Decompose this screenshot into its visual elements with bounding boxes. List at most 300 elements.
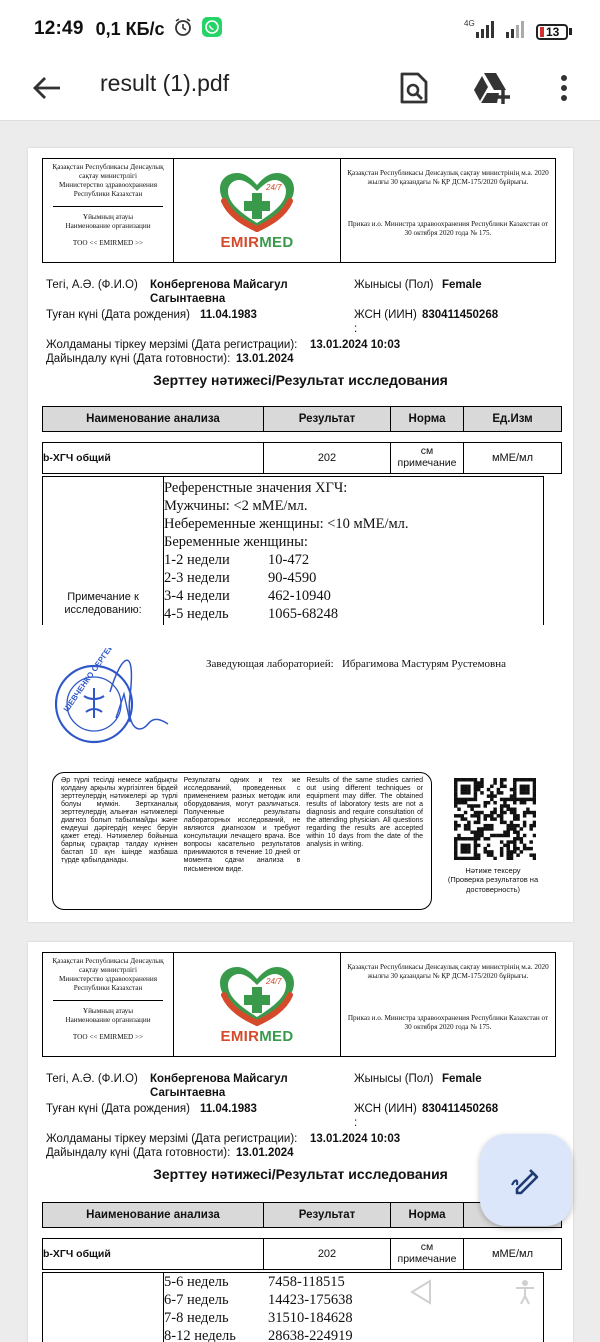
- status-time: 12:49: [34, 18, 84, 39]
- qr-module: [506, 834, 509, 837]
- back-button[interactable]: [30, 71, 64, 105]
- qr-module: [523, 801, 526, 804]
- qr-caption-ru: (Проверка результатов на достоверность): [447, 875, 539, 894]
- qr-module: [529, 853, 532, 856]
- qr-module: [477, 785, 480, 788]
- qr-module: [529, 847, 532, 850]
- qr-module: [529, 811, 532, 814]
- ref-week: 8-12 недель: [164, 1328, 236, 1342]
- qr-module: [490, 798, 493, 801]
- logo-brand-a: EMIR: [220, 233, 260, 251]
- qr-module: [467, 791, 470, 794]
- qr-module: [474, 840, 477, 843]
- qr-module: [503, 844, 506, 847]
- signature-name: Ибрагимова Мастурям Рустемовна: [341, 658, 506, 670]
- header-org-name: ТОО << EMIRMED >>: [72, 239, 144, 247]
- qr-module: [516, 778, 519, 781]
- ready-label: Дайындалу күні (Дата готовности):: [46, 1147, 231, 1159]
- header-ministry-ru: Министерство здравоохранения Республики Казахстан: [58, 181, 158, 198]
- arrow-left-icon: [30, 71, 64, 105]
- qr-module: [533, 853, 536, 856]
- logo-wordmark: [221, 1028, 294, 1045]
- qr-module: [474, 844, 477, 847]
- iin-label: ЖСН (ИИН): [354, 1103, 417, 1115]
- ref-range: 462-10940: [268, 588, 331, 604]
- qr-module: [523, 844, 526, 847]
- qr-module: [510, 821, 513, 824]
- qr-module: [464, 827, 467, 830]
- search-in-doc-button[interactable]: [392, 66, 436, 110]
- qr-module: [490, 853, 493, 856]
- qr-caption-kz: Нәтиже тексеру: [465, 866, 521, 875]
- qr-module: [500, 850, 503, 853]
- status-speed: 0,1 КБ/с: [95, 18, 165, 39]
- qr-module: [526, 785, 529, 788]
- test-norm-line1: см: [420, 445, 434, 458]
- qr-module: [467, 824, 470, 827]
- qr-module: [526, 808, 529, 811]
- qr-module: [454, 824, 457, 827]
- qr-module: [464, 801, 467, 804]
- qr-module: [487, 850, 490, 853]
- qr-module: [474, 791, 477, 794]
- qr-module: [500, 834, 503, 837]
- logo-wordmark: [221, 234, 294, 251]
- qr-module: [464, 788, 467, 791]
- qr-module: [523, 847, 526, 850]
- qr-module: [526, 847, 529, 850]
- qr-module: [454, 857, 457, 860]
- qr-module: [516, 853, 519, 856]
- logo-brand-b: MED: [259, 1027, 294, 1045]
- qr-module: [487, 801, 490, 804]
- doctor-stamp: [50, 648, 200, 753]
- ref-range: 7458-118515: [268, 1274, 345, 1290]
- edit-pen-icon: [509, 1163, 543, 1197]
- qr-module: [506, 804, 509, 807]
- qr-module: [493, 781, 496, 784]
- qr-module: [520, 785, 523, 788]
- qr-module: [526, 791, 529, 794]
- test-result: 202: [264, 443, 391, 473]
- qr-module: [516, 834, 519, 837]
- qr-module: [461, 847, 464, 850]
- fio-value-line1: Конбергенова Майсагул: [150, 279, 288, 291]
- ref-row: [164, 1309, 353, 1327]
- qr-module: [490, 794, 493, 797]
- header-order-kz: Қазақстан Республикасы Денсаулық сақтау министрінің м.а. 2020 жылғы 30 қазандағы № ҚР ДСМ-175/2020 бұйрығы.: [347, 169, 549, 187]
- ref-week: 5-6 недель: [164, 1274, 229, 1290]
- signal-icon: [504, 18, 528, 45]
- qr-module: [461, 801, 464, 804]
- note-label: [43, 477, 164, 625]
- qr-module: [457, 801, 460, 804]
- qr-module: [454, 821, 457, 824]
- qr-module: [520, 827, 523, 830]
- qr-module: [513, 850, 516, 853]
- qr-module: [500, 778, 503, 781]
- qr-module: [474, 853, 477, 856]
- qr-module: [513, 788, 516, 791]
- fio-value-line2: Сагынтаевна: [150, 293, 226, 306]
- qr-module: [513, 824, 516, 827]
- disclaimer-kz: Әр түрлі тесілді немесе жабдықты қолдану арқылы жүргізілген бірдей зерттеулердің нәтижелері әр түрлі болуы мүмкін. Зертханалық зерттеулердің алынған нәтижелері диагноз болып табылмайды және емдеуші дәрігердің кеңес беруін қажет етеді. Нәтижелер бойынша барлық сұрақтар талдау күнінен бастап 10 күн ішінде жазбаша түрде қабылданады.: [61, 777, 178, 865]
- qr-module: [523, 821, 526, 824]
- qr-module: [467, 798, 470, 801]
- qr-module: [513, 844, 516, 847]
- qr-module: [474, 794, 477, 797]
- qr-module: [533, 834, 536, 837]
- qr-module: [467, 788, 470, 791]
- ref-row: [164, 1273, 353, 1291]
- qr-module: [510, 788, 513, 791]
- logo-247: 24/7: [266, 182, 282, 192]
- qr-module: [533, 778, 536, 781]
- qr-module: [510, 808, 513, 811]
- qr-module: [480, 827, 483, 830]
- qr-module: [487, 788, 490, 791]
- dob-label: Туған күні (Дата рождения): [46, 309, 190, 321]
- qr-module: [520, 791, 523, 794]
- header-order-ru: Приказ и.о. Министра здравоохранения Республики Казахстан от 30 октября 2020 года № 175.: [347, 219, 549, 238]
- qr-module: [487, 814, 490, 817]
- sex-label: Жынысы (Пол): [354, 279, 434, 291]
- qr-module: [520, 840, 523, 843]
- battery-icon: [536, 24, 572, 40]
- heart-hands-logo-icon: [214, 171, 300, 233]
- qr-module: [467, 844, 470, 847]
- qr-module: [490, 827, 493, 830]
- qr-module: [464, 847, 467, 850]
- qr-module: [516, 830, 519, 833]
- qr-module: [523, 811, 526, 814]
- qr-module: [526, 811, 529, 814]
- qr-module: [500, 785, 503, 788]
- qr-module: [477, 821, 480, 824]
- qr-module: [474, 847, 477, 850]
- alarm-icon: [173, 17, 193, 42]
- qr-module: [493, 794, 496, 797]
- qr-module: [474, 785, 477, 788]
- qr-module: [461, 844, 464, 847]
- qr-module: [484, 827, 487, 830]
- qr-module: [500, 804, 503, 807]
- qr-module: [490, 814, 493, 817]
- ref-nonpregnant: Небеременные женщины: <10 мМЕ/мл.: [164, 516, 409, 532]
- qr-module: [474, 830, 477, 833]
- qr-module: [464, 837, 467, 840]
- qr-module: [513, 801, 516, 804]
- qr-module: [513, 785, 516, 788]
- qr-module: [454, 840, 457, 843]
- qr-module: [500, 853, 503, 856]
- network-label: 4G: [464, 19, 475, 28]
- qr-module: [516, 817, 519, 820]
- qr-module: [510, 840, 513, 843]
- test-norm-line2: примечание: [397, 1253, 457, 1265]
- test-norm: [391, 443, 464, 473]
- qr-module: [464, 811, 467, 814]
- qr-module: [510, 798, 513, 801]
- qr-module: [500, 781, 503, 784]
- qr-module: [513, 817, 516, 820]
- qr-module: [454, 791, 457, 794]
- qr-module: [480, 791, 483, 794]
- qr-module: [516, 798, 519, 801]
- qr-module: [457, 837, 460, 840]
- qr-module: [503, 778, 506, 781]
- qr-module: [513, 840, 516, 843]
- qr-module: [484, 837, 487, 840]
- qr-module: [470, 837, 473, 840]
- qr-module: [500, 847, 503, 850]
- qr-module: [490, 785, 493, 788]
- fio-label: Тегі, А.Ә. (Ф.И.О): [46, 1073, 138, 1085]
- qr-module: [477, 853, 480, 856]
- qr-module: [467, 837, 470, 840]
- header-left: [43, 159, 174, 262]
- qr-module: [506, 853, 509, 856]
- qr-module: [474, 778, 477, 781]
- col-result: Результат: [264, 1203, 391, 1227]
- qr-module: [503, 785, 506, 788]
- col-name: Наименование анализа: [43, 407, 264, 431]
- qr-module: [454, 781, 457, 784]
- qr-module: [484, 801, 487, 804]
- qr-module: [474, 804, 477, 807]
- qr-module: [513, 830, 516, 833]
- disclaimer-en: Results of the same studies carried out using different techniques or equipment may differ. The obtained results of laboratory tests are not a diagnosis and require consultation of the attending physician. All questions regarding the results are accepted within 10 days from the date of the analysis in writing.: [306, 777, 424, 849]
- qr-module: [513, 798, 516, 801]
- ref-week: 7-8 недель: [164, 1310, 229, 1326]
- ref-row: [164, 1291, 353, 1309]
- qr-module: [513, 791, 516, 794]
- fio-value: [150, 278, 288, 307]
- qr-module: [477, 788, 480, 791]
- annotate-fab-button[interactable]: [480, 1134, 572, 1226]
- test-name: b-ХГЧ общий: [43, 1239, 264, 1269]
- header-left: [43, 953, 174, 1056]
- fio-value-line1: Конбергенова Майсагул: [150, 1073, 288, 1085]
- qr-module: [457, 778, 460, 781]
- qr-module: [497, 814, 500, 817]
- qr-module: [477, 834, 480, 837]
- qr-module: [506, 850, 509, 853]
- qr-module: [454, 853, 457, 856]
- qr-module: [457, 798, 460, 801]
- qr-module: [510, 811, 513, 814]
- qr-module: [533, 791, 536, 794]
- qr-module: [461, 788, 464, 791]
- qr-module: [506, 847, 509, 850]
- qr-module: [503, 798, 506, 801]
- qr-module: [454, 837, 457, 840]
- header-ministry-kz: Қазақстан Республикасы Денсаулық сақтау министрлігі: [52, 957, 164, 974]
- qr-module: [457, 824, 460, 827]
- qr-module: [477, 827, 480, 830]
- qr-module: [523, 798, 526, 801]
- qr-module: [533, 798, 536, 801]
- qr-module: [467, 827, 470, 830]
- dob-value: 11.04.1983: [200, 309, 257, 321]
- qr-module: [467, 804, 470, 807]
- qr-module: [467, 850, 470, 853]
- test-result: 202: [264, 1239, 391, 1269]
- qr-module: [533, 801, 536, 804]
- qr-module: [513, 811, 516, 814]
- qr-module: [461, 791, 464, 794]
- table-header: [42, 406, 562, 432]
- qr-module: [467, 785, 470, 788]
- qr-module: [454, 847, 457, 850]
- logo-brand-a: EMIR: [220, 1027, 260, 1045]
- qr-module: [474, 857, 477, 860]
- ref-week: 6-7 недель: [164, 1292, 229, 1308]
- dob-value: 11.04.1983: [200, 1103, 257, 1115]
- qr-module: [464, 778, 467, 781]
- result-title: Зерттеу нәтижесі/Результат исследования: [153, 1166, 448, 1182]
- qr-module: [516, 837, 519, 840]
- ref-row: [164, 1327, 353, 1342]
- qr-module: [454, 827, 457, 830]
- nav-back-icon[interactable]: [408, 1278, 434, 1311]
- col-unit: Ед.Изм: [492, 413, 533, 425]
- header-order-kz: Қазақстан Республикасы Денсаулық сақтау министрінің м.а. 2020 жылғы 30 қазандағы № ҚР ДСМ-175/2020 бұйрығы.: [347, 963, 549, 981]
- qr-module: [474, 798, 477, 801]
- reg-value: 13.01.2024 10:03: [310, 1133, 401, 1145]
- qr-module: [484, 817, 487, 820]
- qr-module: [510, 827, 513, 830]
- disclaimer-box: [52, 772, 432, 910]
- qr-module: [533, 781, 536, 784]
- qr-module: [500, 814, 503, 817]
- qr-module: [477, 804, 480, 807]
- qr-module: [533, 788, 536, 791]
- qr-module: [487, 794, 490, 797]
- qr-module: [506, 808, 509, 811]
- qr-module: [533, 824, 536, 827]
- qr-module: [500, 821, 503, 824]
- qr-module: [500, 840, 503, 843]
- qr-module: [529, 840, 532, 843]
- qr-module: [454, 788, 457, 791]
- ref-week: 2-3 недели: [164, 570, 230, 586]
- qr-module: [516, 824, 519, 827]
- qr-module: [474, 781, 477, 784]
- header-ministry-ru: Министерство здравоохранения Республики Казахстан: [58, 975, 158, 992]
- reg-value: 13.01.2024 10:03: [310, 339, 401, 351]
- qr-module: [520, 798, 523, 801]
- qr-module: [520, 801, 523, 804]
- save-to-drive-button[interactable]: [470, 66, 514, 110]
- test-norm: [391, 1239, 464, 1269]
- iin-colon: :: [354, 323, 358, 335]
- qr-module: [493, 778, 496, 781]
- pdf-page-1: [28, 148, 573, 922]
- qr-module: [470, 814, 473, 817]
- qr-module: [461, 817, 464, 820]
- qr-module: [454, 794, 457, 797]
- qr-module: [520, 778, 523, 781]
- iin-value: 830411450268: [422, 1103, 499, 1115]
- qr-module: [503, 821, 506, 824]
- qr-module: [526, 788, 529, 791]
- qr-module: [503, 804, 506, 807]
- stamp-icon: [50, 648, 200, 748]
- qr-module: [470, 857, 473, 860]
- qr-module: [464, 785, 467, 788]
- qr-module: [493, 801, 496, 804]
- qr-module: [526, 798, 529, 801]
- qr-module: [461, 837, 464, 840]
- qr-module: [467, 857, 470, 860]
- qr-module: [464, 817, 467, 820]
- qr-module: [477, 830, 480, 833]
- qr-module: [487, 827, 490, 830]
- qr-module: [461, 778, 464, 781]
- qr-module: [516, 814, 519, 817]
- qr-code-icon: [454, 778, 536, 860]
- header-order-ru: Приказ и.о. Министра здравоохранения Республики Казахстан от 30 октября 2020 года № 175.: [347, 1013, 549, 1032]
- qr-module: [470, 804, 473, 807]
- qr-module: [503, 801, 506, 804]
- ready-value: 13.01.2024: [236, 353, 294, 365]
- header-org-label-ru: Наименование организации: [65, 222, 151, 230]
- qr-module: [457, 808, 460, 811]
- ref-week: 3-4 недели: [164, 588, 230, 604]
- accessibility-icon[interactable]: [512, 1278, 538, 1311]
- qr-module: [461, 798, 464, 801]
- qr-module: [503, 811, 506, 814]
- qr-module: [520, 788, 523, 791]
- disclaimer-ru: Результаты одних и тех же исследований, проведенных с применением разных методик или оборудования, могут различаться. Полученные результаты лабораторных исследований, не являются диагнозом и требуют консультации лечащего врача. Все вопросы касательно результатов принимаются в течение 10 дней от момента сдачи анализа в письменном виде.: [183, 777, 301, 873]
- fio-label: Тегі, А.Ә. (Ф.И.О): [46, 279, 138, 291]
- qr-module: [529, 824, 532, 827]
- iin-colon: :: [354, 1117, 358, 1129]
- qr-module: [500, 817, 503, 820]
- ref-week: 4-5 недель: [164, 606, 229, 622]
- qr-module: [487, 853, 490, 856]
- qr-module: [510, 857, 513, 860]
- qr-module: [487, 837, 490, 840]
- qr-module: [523, 834, 526, 837]
- qr-module: [467, 821, 470, 824]
- ref-row: [164, 569, 409, 587]
- ref-range: 31510-184628: [268, 1310, 353, 1326]
- ready-value: 13.01.2024: [236, 1147, 294, 1159]
- qr-module: [520, 837, 523, 840]
- qr-module: [516, 847, 519, 850]
- qr-module: [523, 824, 526, 827]
- battery-level: 13: [546, 24, 560, 39]
- test-norm-line2: примечание: [397, 457, 457, 469]
- qr-module: [477, 781, 480, 784]
- dob-label: Туған күні (Дата рождения): [46, 1103, 190, 1115]
- logo-brand-b: MED: [259, 233, 294, 251]
- more-options-button[interactable]: [542, 66, 586, 110]
- qr-module: [533, 785, 536, 788]
- stamp-text: [62, 648, 170, 714]
- qr-module: [480, 778, 483, 781]
- signature-line: [206, 658, 506, 670]
- qr-module: [506, 827, 509, 830]
- qr-module: [500, 791, 503, 794]
- qr-module: [470, 808, 473, 811]
- note-label-text: Примечание к исследованию:: [64, 591, 142, 617]
- col-norm: Норма: [391, 407, 464, 431]
- sex-label: Жынысы (Пол): [354, 1073, 434, 1085]
- qr-module: [487, 844, 490, 847]
